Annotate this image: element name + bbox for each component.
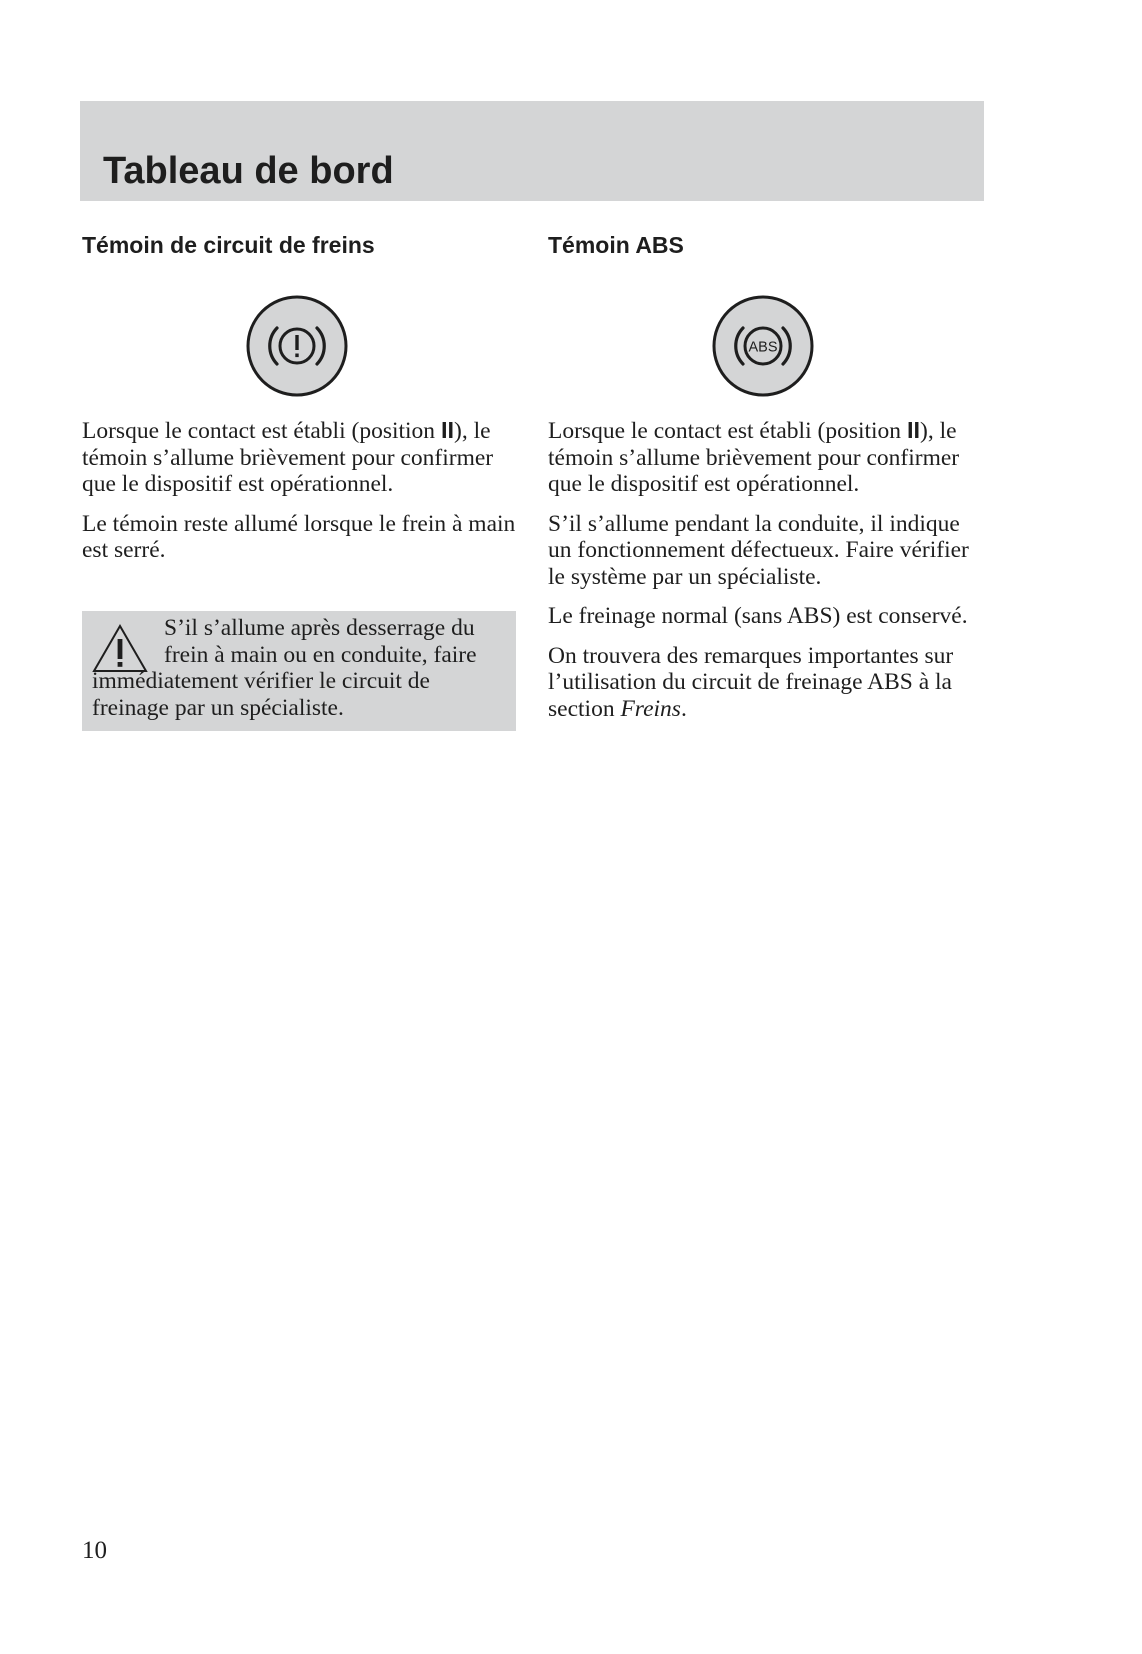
brake-warning-icon <box>245 294 349 398</box>
abs-paragraph-2: S’il s’allume pendant la conduite, il indique un fonctionnement défectueux. Faire vérifier le système par un spécialiste. <box>548 510 969 590</box>
abs-paragraph-4: On trouvera des remarques importantes sur l’utilisation du circuit de freinage ABS à la section Freins. <box>548 642 954 722</box>
freins-section-reference: Freins <box>620 695 681 722</box>
brake-paragraph-1: Lorsque le contact est établi (position II), le témoin s’allume brièvement pour confirmer que le dispositif est opérationnel. <box>82 417 494 497</box>
warning-text: S’il s’allume après desserrage du frein à main ou en conduite, faire immédiatement vérifier le circuit de freinage par un spécialiste. <box>92 615 477 721</box>
brake-paragraph-2: Le témoin reste allumé lorsque le frein à main est serré. <box>82 510 516 563</box>
page-number: 10 <box>82 1537 107 1564</box>
brake-section-heading: Témoin de circuit de freins <box>82 232 375 258</box>
abs-warning-icon <box>711 294 815 398</box>
brake-text-block <box>82 417 522 564</box>
abs-icon-label: ABS <box>748 339 778 356</box>
warning-box <box>82 611 516 731</box>
ignition-position: II <box>440 417 454 443</box>
ignition-position: II <box>906 417 920 443</box>
abs-paragraph-3: Le freinage normal (sans ABS) est conservé. <box>548 603 968 629</box>
page-title: Tableau de bord <box>103 150 394 192</box>
abs-section-heading: Témoin ABS <box>548 232 684 258</box>
abs-paragraph-1: Lorsque le contact est établi (position II), le témoin s’allume brièvement pour confirmer que le dispositif est opérationnel. <box>548 417 960 497</box>
abs-text-block <box>548 417 988 722</box>
